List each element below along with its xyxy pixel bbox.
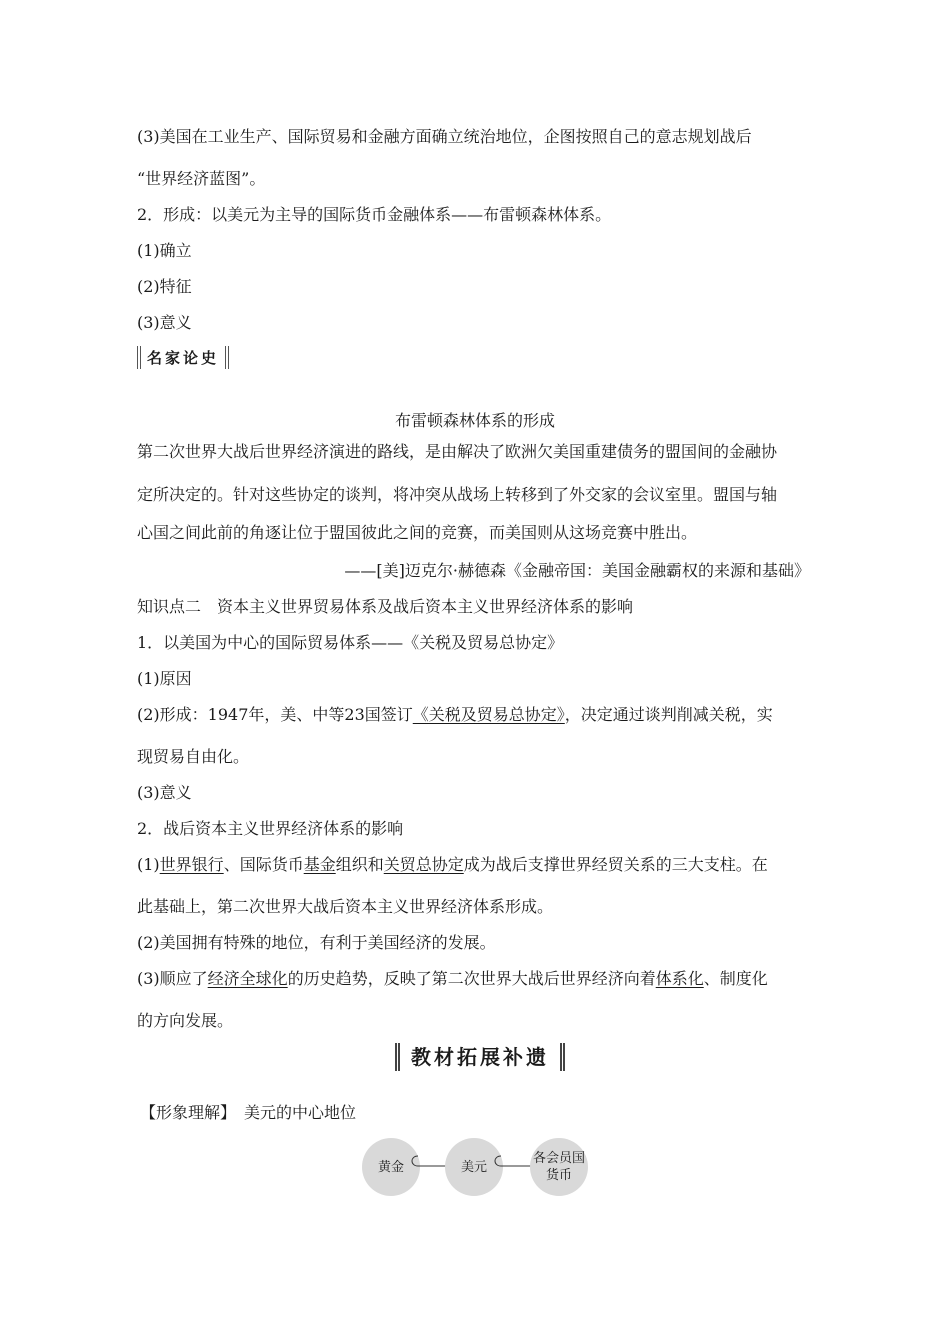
diagram-node-gold: 黄金	[362, 1138, 420, 1196]
paragraph-line: (1)世界银行、国际货币基金组织和关贸总协定成为战后支撑世界经贸关系的三大支柱。在	[137, 855, 768, 874]
quote-line: 第二次世界大战后世界经济演进的路线，是由解决了欧洲欠美国重建债务的盟国间的金融协	[137, 442, 778, 461]
paragraph-line: (1)原因	[137, 669, 192, 688]
paragraph-line: (2)美国拥有特殊的地位，有利于美国经济的发展。	[137, 933, 496, 952]
underlined-term: 《关税及贸易总协定》	[412, 705, 565, 724]
quote-title: 布雷顿森林体系的形成	[394, 411, 555, 430]
paragraph-line: (3)顺应了经济全球化的历史趋势，反映了第二次世界大战后世界经济向着体系化、制度化	[137, 969, 768, 988]
paragraph-line: (2)特征	[137, 277, 192, 296]
paragraph-line: 1．以美国为中心的国际贸易体系——《关税及贸易总协定》	[137, 633, 564, 652]
quote-source: ——[美]迈克尔·赫德森《金融帝国：美国金融霸权的来源和基础》	[344, 561, 810, 580]
paragraph-line: 2．战后资本主义世界经济体系的影响	[137, 819, 404, 838]
section-tag-famous-views: 名家论史	[137, 346, 229, 369]
knowledge-point-heading: 知识点二 资本主义世界贸易体系及战后资本主义世界经济体系的影响	[137, 597, 634, 616]
underlined-term: 基金	[303, 855, 336, 874]
paragraph-line: 2．形成：以美元为主导的国际货币金融体系——布雷顿森林体系。	[137, 205, 612, 224]
image-understanding-label: 【形象理解】 美元的中心地位	[140, 1103, 357, 1122]
diagram-node-member-currencies: 各会员国 货币	[530, 1138, 588, 1196]
underlined-term: 经济全球化	[207, 969, 288, 988]
paragraph-line: 现贸易自由化。	[137, 747, 250, 766]
paragraph-line: (2)形成：1947年，美、中等23国签订《关税及贸易总协定》，决定通过谈判削减关税，实	[137, 705, 773, 724]
paragraph-line: 此基础上，第二次世界大战后资本主义世界经济体系形成。	[137, 897, 554, 916]
paragraph-line: (1)确立	[137, 241, 192, 260]
diagram-node-usd: 美元	[445, 1138, 503, 1196]
paragraph-line: “世界经济蓝图”。	[137, 169, 266, 188]
section-tag-textbook-extension: 教材拓展补遗	[395, 1043, 565, 1071]
paragraph-line: (3)意义	[137, 313, 192, 332]
quote-line: 心国之间此前的角逐让位于盟国彼此之间的竞赛，而美国则从这场竞赛中胜出。	[137, 523, 698, 542]
underlined-term: 世界银行	[159, 855, 224, 874]
paragraph-line: (3)意义	[137, 783, 192, 802]
quote-line: 定所决定的。针对这些协定的谈判，将冲突从战场上转移到了外交家的会议室里。盟国与轴	[137, 485, 778, 504]
paragraph-line: 的方向发展。	[137, 1011, 234, 1030]
paragraph-line: (3)美国在工业生产、国际贸易和金融方面确立统治地位，企图按照自己的意志规划战后	[137, 127, 752, 146]
underlined-term: 体系化	[655, 969, 704, 988]
underlined-term: 关贸总协定	[383, 855, 464, 874]
